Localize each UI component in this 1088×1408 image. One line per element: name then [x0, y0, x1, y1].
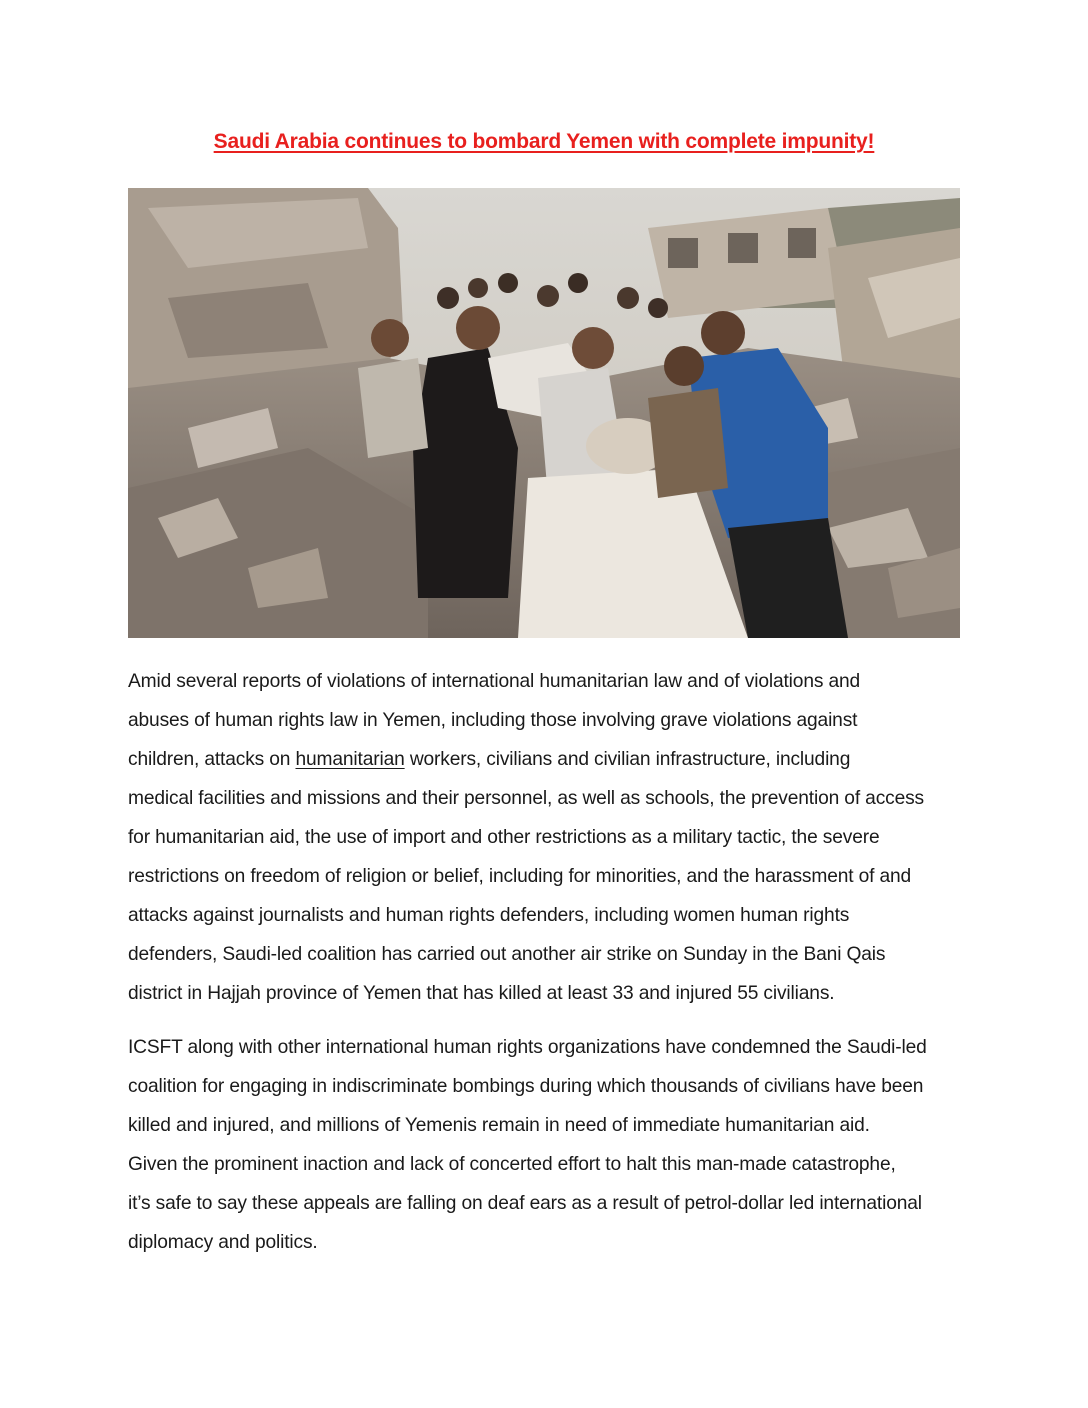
paragraph-line: ICSFT along with other international human rights organizations have condemned the Saudi-led	[128, 1037, 927, 1058]
paragraph-line: for humanitarian aid, the use of import and other restrictions as a military tactic, the severe	[128, 827, 880, 848]
paragraph-text: workers, civilians and civilian infrastructure, including	[404, 749, 851, 770]
paragraph-2	[128, 1028, 964, 1262]
humanitarian-link[interactable]: humanitarian	[295, 749, 405, 770]
paragraph-line: restrictions on freedom of religion or belief, including for minorities, and the harassment of and	[128, 866, 912, 887]
rubble-rescue-photo	[128, 188, 960, 638]
paragraph-line: district in Hajjah province of Yemen that has killed at least 33 and injured 55 civilians.	[128, 983, 835, 1004]
paragraph-line: Amid several reports of violations of international humanitarian law and of violations and	[128, 671, 861, 692]
paragraph-line	[128, 740, 964, 779]
article-body	[128, 662, 964, 1277]
paragraph-line: diplomacy and politics.	[128, 1232, 318, 1253]
paragraph-line: abuses of human rights law in Yemen, including those involving grave violations against	[128, 710, 858, 731]
paragraph-text: children, attacks on	[128, 749, 296, 770]
paragraph-line: defenders, Saudi-led coalition has carried out another air strike on Sunday in the Bani Qais	[128, 944, 886, 965]
paragraph-line: coalition for engaging in indiscriminate bombings during which thousands of civilians have been	[128, 1076, 924, 1097]
paragraph-line: it’s safe to say these appeals are falling on deaf ears as a result of petrol-dollar led international	[128, 1193, 922, 1214]
paragraph-1	[128, 662, 964, 1013]
paragraph-line: Given the prominent inaction and lack of concerted effort to halt this man-made catastrophe,	[128, 1154, 896, 1175]
paragraph-line: medical facilities and missions and their personnel, as well as schools, the prevention of access	[128, 788, 925, 809]
paragraph-line: killed and injured, and millions of Yemenis remain in need of immediate humanitarian aid.	[128, 1115, 870, 1136]
document-title: Saudi Arabia continues to bombard Yemen with complete impunity!	[213, 130, 875, 153]
paragraph-line: attacks against journalists and human rights defenders, including women human rights	[128, 905, 850, 926]
